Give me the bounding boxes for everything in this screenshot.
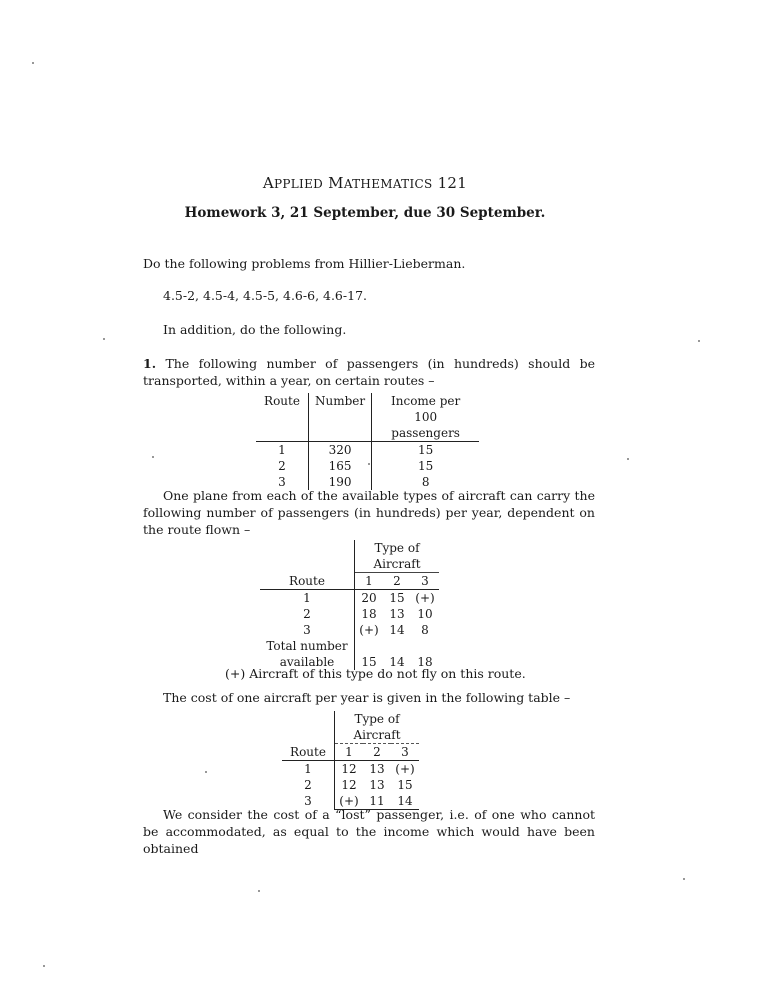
table-row bbox=[260, 638, 439, 654]
route-header: Route bbox=[282, 744, 335, 761]
table-cell: 320 bbox=[309, 442, 372, 459]
row-label: 1 bbox=[260, 590, 355, 607]
problem-list: 4.5-2, 4.5-4, 4.5-5, 4.6-6, 4.6-17. bbox=[163, 288, 367, 303]
cost-paragraph: The cost of one aircraft per year is given in the following table – bbox=[163, 690, 571, 705]
column-header: 3 bbox=[411, 573, 439, 590]
table-cell: 15 bbox=[418, 443, 434, 457]
table-cell: (+) bbox=[335, 793, 364, 810]
table-row bbox=[256, 442, 479, 459]
passenger-table bbox=[256, 393, 479, 490]
table-row bbox=[260, 606, 439, 622]
table-group-header-row bbox=[260, 540, 439, 573]
table-cell: 12 bbox=[341, 778, 357, 792]
table-cell: 18 bbox=[361, 607, 377, 621]
table-header-row bbox=[256, 393, 479, 442]
table-header-row bbox=[260, 573, 439, 590]
row-label: 2 bbox=[260, 606, 355, 622]
table-cell: 190 bbox=[309, 474, 372, 490]
table-row bbox=[260, 622, 439, 638]
column-header: Route bbox=[256, 393, 309, 442]
table-cell: 15 bbox=[389, 591, 405, 605]
table-cell: 3 bbox=[278, 475, 286, 489]
table-cell bbox=[355, 638, 384, 654]
table-row bbox=[282, 777, 419, 793]
table-cell: 8 bbox=[421, 475, 430, 489]
table-cell: 15 bbox=[397, 778, 413, 792]
scan-speck bbox=[32, 62, 34, 64]
table-cell bbox=[260, 540, 355, 573]
table-cell: 15 bbox=[361, 655, 377, 669]
group-header: Type of Aircraft bbox=[335, 711, 420, 744]
table-cell: 13 bbox=[369, 762, 385, 776]
table-cell: 14 bbox=[391, 793, 419, 810]
table-cell: 1 bbox=[278, 443, 286, 457]
table-cell: 13 bbox=[389, 607, 405, 621]
table-cell: 14 bbox=[389, 623, 405, 637]
scan-speck bbox=[152, 456, 154, 458]
table-header-row bbox=[282, 744, 419, 761]
table-cell: 8 bbox=[421, 623, 429, 637]
course-title-word: ATHEMATICS bbox=[343, 177, 433, 191]
table-cell: 15 bbox=[418, 459, 434, 473]
group-header: Type of Aircraft bbox=[355, 540, 440, 573]
table-cell: 13 bbox=[369, 778, 385, 792]
row-label: 3 bbox=[282, 793, 335, 810]
course-title-initial: M bbox=[328, 174, 344, 192]
row-label: 2 bbox=[282, 777, 335, 793]
table-cell: 11 bbox=[363, 793, 391, 810]
table-cell: 18 bbox=[417, 655, 433, 669]
homework-heading: Homework 3, 21 September, due 30 September. bbox=[184, 205, 546, 221]
addition-text: In addition, do the following. bbox=[163, 322, 347, 337]
problem-number: 1. bbox=[143, 356, 157, 371]
cost-table bbox=[282, 711, 419, 810]
capacity-paragraph: One plane from each of the available types of aircraft can carry the following number of passengers (in hundreds) per year, dependent on the route flown – bbox=[143, 488, 595, 537]
table-cell: 10 bbox=[417, 607, 433, 621]
course-number: 121 bbox=[437, 174, 468, 192]
table-cell: 165 bbox=[309, 458, 372, 474]
row-label: 1 bbox=[282, 761, 335, 778]
capacity-table bbox=[260, 540, 439, 670]
table-cell bbox=[282, 711, 335, 744]
course-title-word: PPLIED bbox=[274, 177, 324, 191]
column-header: 1 bbox=[335, 744, 364, 761]
row-label: 3 bbox=[260, 622, 355, 638]
table-cell: 12 bbox=[341, 762, 357, 776]
table-cell: 20 bbox=[361, 591, 377, 605]
column-header: Income per 100 passengers bbox=[372, 393, 480, 442]
intro-text: Do the following problems from Hillier-Lieberman. bbox=[143, 256, 466, 271]
table-cell: 14 bbox=[389, 655, 405, 669]
scan-speck bbox=[683, 878, 685, 880]
scan-speck bbox=[205, 771, 207, 773]
table-row bbox=[260, 590, 439, 607]
course-title bbox=[0, 174, 730, 192]
scan-speck bbox=[627, 458, 629, 460]
table-group-header-row bbox=[282, 711, 419, 744]
scan-speck bbox=[258, 890, 260, 892]
table-cell bbox=[383, 638, 411, 654]
table-cell: (+) bbox=[415, 591, 435, 605]
column-header: 2 bbox=[383, 573, 411, 590]
row-label: available bbox=[260, 654, 355, 670]
table-row bbox=[282, 761, 419, 778]
column-header: 2 bbox=[363, 744, 391, 761]
column-header: 3 bbox=[391, 744, 419, 761]
row-label: Total number bbox=[260, 638, 355, 654]
scan-speck bbox=[698, 340, 700, 342]
problem-1-text bbox=[143, 355, 595, 389]
table-footnote: (+) Aircraft of this type do not fly on this route. bbox=[225, 666, 526, 681]
table-cell bbox=[411, 638, 439, 654]
column-header: Number bbox=[309, 393, 372, 442]
table-row bbox=[256, 458, 479, 474]
scan-speck bbox=[43, 965, 45, 967]
column-header: 1 bbox=[355, 573, 384, 590]
problem-1-body: The following number of passengers (in hundreds) should be transported, within a year, on certain routes – bbox=[143, 356, 595, 388]
table-cell: 2 bbox=[278, 459, 286, 473]
route-header: Route bbox=[260, 573, 355, 590]
course-title-initial: A bbox=[262, 174, 275, 192]
lost-passenger-paragraph: We consider the cost of a “lost” passenger, i.e. of one who cannot be accommodated, as equal to the income which would have been obtained bbox=[143, 807, 595, 856]
table-cell: (+) bbox=[395, 762, 415, 776]
table-cell: (+) bbox=[359, 623, 379, 637]
scan-speck bbox=[103, 338, 105, 340]
